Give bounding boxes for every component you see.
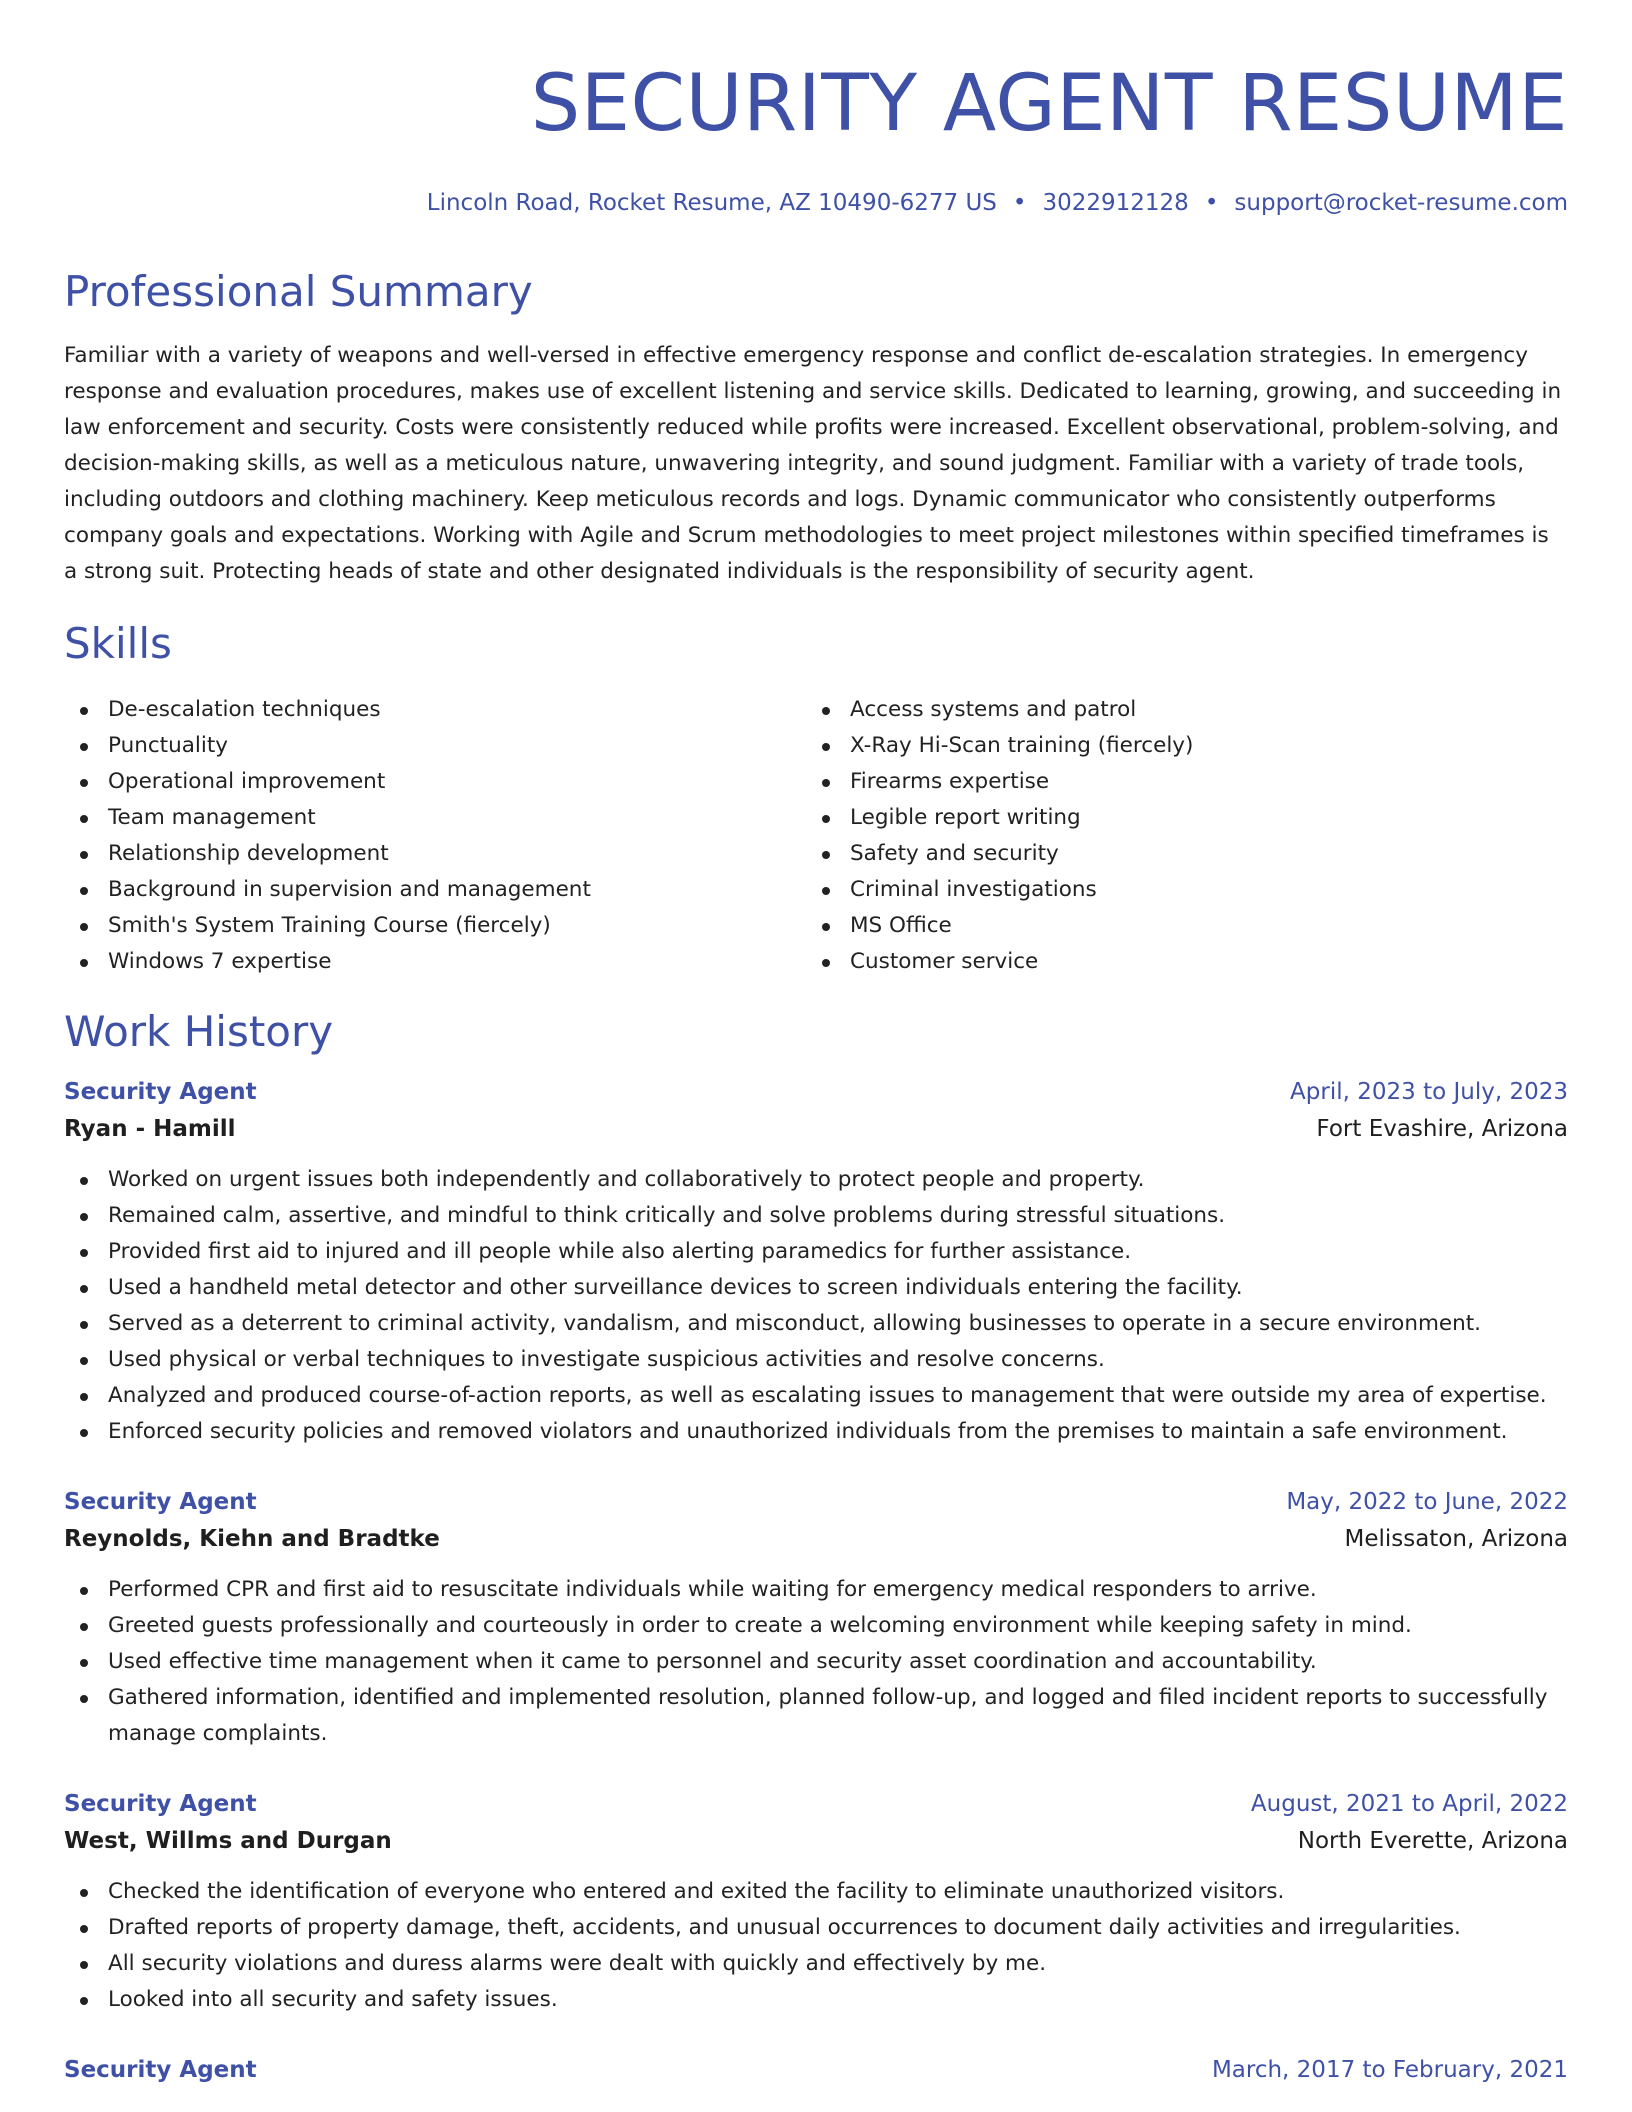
skill-item: Firearms expertise xyxy=(806,764,1548,800)
job-bullet: Served as a deterrent to criminal activity, vandalism, and misconduct, allowing businesses to operate in a secure environment. xyxy=(64,1306,1568,1342)
skill-item: Relationship development xyxy=(64,836,806,872)
skill-item: Punctuality xyxy=(64,728,806,764)
job-bullets xyxy=(64,1572,1568,1752)
skills-column-right xyxy=(806,692,1548,980)
job-bullet: Performed CPR and first aid to resuscitate individuals while waiting for emergency medical responders to arrive. xyxy=(64,1572,1568,1608)
job-bullet: Checked the identification of everyone who entered and exited the facility to eliminate unauthorized visitors. xyxy=(64,1874,1568,1910)
job-location: Melissaton, Arizona xyxy=(1344,1526,1568,1552)
skills-column-left xyxy=(64,692,806,980)
job-bullet: Gathered information, identified and implemented resolution, planned follow-up, and logged and filed incident reports to successfully manage complaints. xyxy=(64,1680,1568,1752)
contact-separator: • xyxy=(1012,190,1027,216)
job-entry xyxy=(64,1786,1568,2018)
job-entry xyxy=(64,1484,1568,1752)
skill-item: Operational improvement xyxy=(64,764,806,800)
job-bullet: Looked into all security and safety issues. xyxy=(64,1982,1568,2018)
skill-item: Background in supervision and management xyxy=(64,872,806,908)
job-dates: March, 2017 to February, 2021 xyxy=(1211,2057,1568,2083)
job-title: Security Agent xyxy=(64,1791,257,1817)
job-title: Security Agent xyxy=(64,2057,257,2083)
job-bullet: Used physical or verbal techniques to investigate suspicious activities and resolve concerns. xyxy=(64,1342,1568,1378)
work-history-heading: Work History xyxy=(64,1007,334,1056)
skill-item: MS Office xyxy=(806,908,1548,944)
skill-item: Access systems and patrol xyxy=(806,692,1548,728)
skill-item: Criminal investigations xyxy=(806,872,1548,908)
job-bullet: All security violations and duress alarms were dealt with quickly and effectively by me. xyxy=(64,1946,1568,1982)
job-bullet: Remained calm, assertive, and mindful to think critically and solve problems during stressful situations. xyxy=(64,1198,1568,1234)
job-company: Reynolds, Kiehn and Bradtke xyxy=(64,1526,440,1552)
job-bullet: Greeted guests professionally and courteously in order to create a welcoming environment while keeping safety in mind. xyxy=(64,1608,1568,1644)
contact-address: Lincoln Road, Rocket Resume, AZ 10490-6277 US xyxy=(426,190,997,216)
skill-item: Smith's System Training Course (fiercely) xyxy=(64,908,806,944)
summary-text: Familiar with a variety of weapons and well-versed in effective emergency response and conflict de-escalation strategies. In emergency response and evaluation procedures, makes use of excellent listening and service skills. Dedicated to learning, growing, and succeeding in law enforcement and security. Costs were consistently reduced while profits were increased. Excellent observational, problem-solving, and decision-making skills, as well as a meticulous nature, unwavering integrity, and sound judgment. Familiar with a variety of trade tools, including outdoors and clothing machinery. Keep meticulous records and logs. Dynamic communicator who consistently outperforms company goals and expectations. Working with Agile and Scrum methodologies to meet project milestones within specified timeframes is a strong suit. Protecting heads of state and other designated individuals is the responsibility of security agent. xyxy=(64,343,1562,584)
skill-item: Legible report writing xyxy=(806,800,1548,836)
resume-page xyxy=(64,0,1568,2112)
job-bullet: Enforced security policies and removed violators and unauthorized individuals from the premises to maintain a safe environment. xyxy=(64,1414,1568,1450)
job-location: Fort Evashire, Arizona xyxy=(1316,1116,1568,1142)
job-bullet: Provided first aid to injured and ill people while also alerting paramedics for further assistance. xyxy=(64,1234,1568,1270)
job-entry xyxy=(64,2052,1568,2088)
job-company: Ryan - Hamill xyxy=(64,1116,236,1142)
skill-item: Windows 7 expertise xyxy=(64,944,806,980)
contact-phone: 3022912128 xyxy=(1042,190,1189,216)
resume-title: SECURITY AGENT RESUME xyxy=(530,59,1568,149)
job-entry xyxy=(64,1074,1568,1450)
skill-item: De-escalation techniques xyxy=(64,692,806,728)
job-company: West, Willms and Durgan xyxy=(64,1828,392,1854)
contact-line xyxy=(64,188,1568,218)
job-dates: August, 2021 to April, 2022 xyxy=(1250,1791,1568,1817)
skill-item: Team management xyxy=(64,800,806,836)
job-location: North Everette, Arizona xyxy=(1297,1828,1568,1854)
summary-heading: Professional Summary xyxy=(64,267,533,316)
job-bullets xyxy=(64,1874,1568,2018)
job-bullet: Analyzed and produced course-of-action reports, as well as escalating issues to management that were outside my area of expertise. xyxy=(64,1378,1568,1414)
job-bullet: Used effective time management when it came to personnel and security asset coordination and accountability. xyxy=(64,1644,1568,1680)
skills-list xyxy=(64,692,1568,980)
job-bullets xyxy=(64,1162,1568,1450)
skill-item: X-Ray Hi-Scan training (fiercely) xyxy=(806,728,1548,764)
job-bullet: Worked on urgent issues both independently and collaboratively to protect people and property. xyxy=(64,1162,1568,1198)
job-dates: April, 2023 to July, 2023 xyxy=(1290,1079,1568,1105)
contact-separator: • xyxy=(1204,190,1219,216)
job-dates: May, 2022 to June, 2022 xyxy=(1286,1489,1568,1515)
skills-heading: Skills xyxy=(64,619,172,668)
skill-item: Customer service xyxy=(806,944,1548,980)
job-bullet: Drafted reports of property damage, theft, accidents, and unusual occurrences to document daily activities and irregularities. xyxy=(64,1910,1568,1946)
skill-item: Safety and security xyxy=(806,836,1548,872)
job-title: Security Agent xyxy=(64,1489,257,1515)
job-bullet: Used a handheld metal detector and other surveillance devices to screen individuals entering the facility. xyxy=(64,1270,1568,1306)
job-title: Security Agent xyxy=(64,1079,257,1105)
contact-email[interactable]: support@rocket-resume.com xyxy=(1234,190,1568,216)
